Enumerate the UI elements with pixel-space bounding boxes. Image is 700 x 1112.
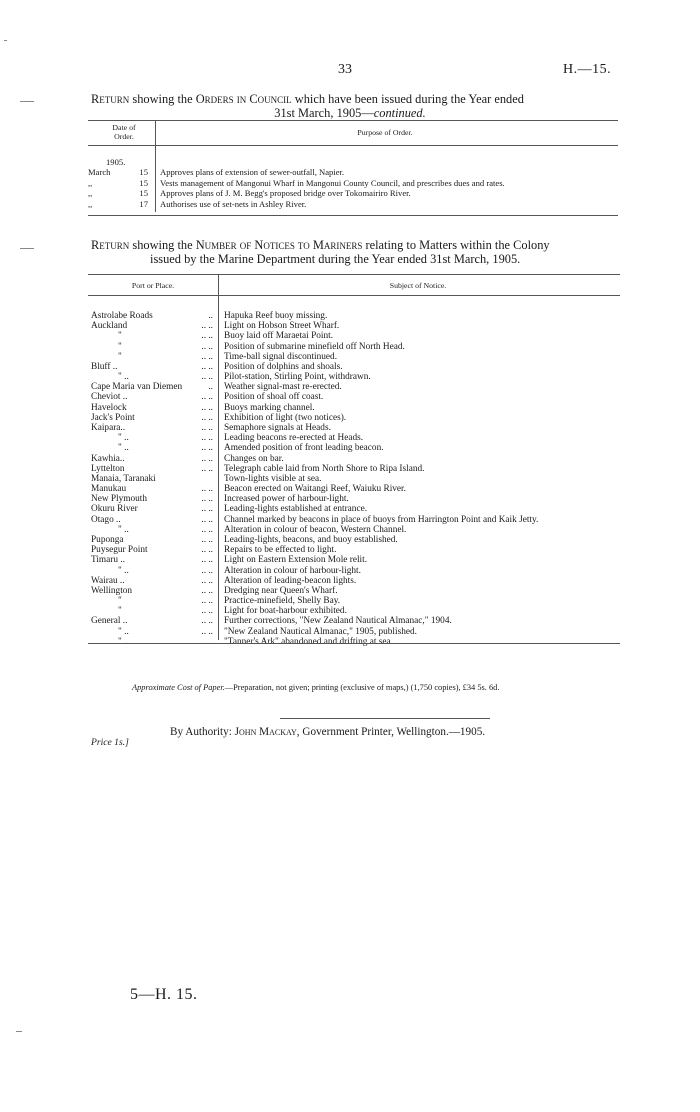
column-header-subject: Subject of Notice. — [389, 281, 447, 290]
order-purpose: Approves plans of extension of sewer-outfall, Napier. — [160, 167, 345, 177]
notice-port: Puysegur Point — [91, 545, 148, 556]
order-month: ,, — [88, 188, 93, 198]
table-rule — [88, 145, 618, 146]
notice-port: Wellington — [91, 585, 133, 596]
notice-port: " .. — [118, 636, 129, 647]
order-day: 15 — [139, 167, 148, 177]
notice-subject: Repairs to be effected to light. — [224, 545, 337, 556]
margin-speck — [4, 40, 7, 41]
notice-port: " .. — [118, 433, 129, 444]
leader-dots: .. .. — [201, 494, 213, 505]
leader-dots: .. .. — [201, 616, 213, 627]
price-note: Price 1s.] — [91, 737, 129, 748]
order-month: March — [88, 167, 111, 177]
order-month: ,, — [88, 198, 93, 209]
table-rule — [88, 643, 620, 644]
order-month: ,, — [88, 177, 93, 188]
notice-port: New Plymouth — [91, 494, 148, 505]
leader-dots: .. .. — [201, 341, 213, 352]
margin-speck — [20, 101, 34, 102]
leader-dots: .. .. — [201, 484, 213, 495]
leader-dots: .. .. — [201, 636, 213, 647]
notice-port: Cape Maria van Diemen — [91, 382, 183, 393]
signature-mark: 5—H. 15. — [130, 986, 198, 1003]
notice-subject: Position of submarine minefield off North Head. — [224, 341, 405, 352]
leader-dots: .. .. — [201, 555, 213, 566]
notice-port: " — [118, 341, 122, 352]
notice-subject: Light for boat-harbour exhibited. — [224, 606, 347, 617]
leader-dots: .. .. — [201, 453, 213, 464]
leader-dots: .. .. — [201, 626, 213, 637]
leader-dots: .. .. — [201, 351, 213, 362]
leader-dots: .. .. — [201, 585, 213, 596]
notice-subject: Time-ball signal discontinued. — [224, 351, 338, 362]
authority-line: By Authority: John Mackay, Government Printer, Wellington.—1905. — [170, 726, 486, 738]
order-day: 17 — [139, 198, 148, 209]
leader-dots: .. .. — [201, 422, 213, 433]
notice-subject: Increased power of harbour-light. — [224, 494, 349, 505]
leader-dots: .. .. — [201, 534, 213, 545]
notice-port: Okuru River — [91, 504, 138, 515]
notice-subject: Alteration in colour of beacon, Western Channel. — [224, 524, 407, 535]
authority-rule — [280, 718, 490, 719]
notice-port: " — [118, 606, 122, 617]
notice-subject: "Tanner's Ark" abandoned and drifting at sea. — [224, 636, 393, 647]
notice-subject: Position of dolphins and shoals. — [224, 361, 343, 372]
margin-speck — [20, 248, 34, 249]
notice-subject: Town-lights visible at sea. — [224, 473, 322, 484]
notice-subject: Light on Hobson Street Wharf. — [224, 321, 340, 332]
notice-subject: Dredging near Queen's Wharf. — [224, 585, 338, 596]
notice-subject: Pilot-station, Stirling Point, withdrawn. — [224, 372, 371, 383]
notice-subject: Leading-lights, beacons, and buoy established. — [224, 534, 398, 545]
column-divider — [218, 275, 219, 640]
notice-subject: Amended position of front leading beacon. — [224, 443, 384, 454]
notice-port: Cheviot .. — [91, 392, 128, 403]
leader-dots: .. .. — [201, 575, 213, 586]
notice-port: Havelock — [91, 402, 127, 413]
leader-dots: .. .. — [201, 545, 213, 556]
order-purpose: Approves plans of J. M. Begg's proposed bridge over Tokomairiro River. — [160, 188, 411, 198]
notice-subject: Beacon erected on Waitangi Reef, Waiuku River. — [224, 484, 406, 495]
leader-dots: .. .. — [201, 524, 213, 535]
order-day: 15 — [139, 177, 148, 188]
notice-port: Manaia, Taranaki — [91, 473, 156, 484]
column-header-date: Date of Order. — [112, 123, 136, 141]
notice-port: Astrolabe Roads — [91, 311, 153, 321]
notice-subject: Telegraph cable laid from North Shore to Ripa Island. — [224, 463, 425, 474]
notice-port: Manukau — [91, 484, 127, 495]
notice-port: Lyttelton — [91, 463, 125, 474]
notice-port: General .. — [91, 616, 128, 627]
notice-subject: Buoys marking channel. — [224, 402, 315, 413]
notice-subject: Semaphore signals at Heads. — [224, 422, 331, 433]
leader-dots: .. .. — [201, 606, 213, 617]
notice-subject: Practice-minefield, Shelly Bay. — [224, 596, 341, 607]
leader-dots: .. .. — [201, 412, 213, 423]
leader-dots: .. .. — [201, 321, 213, 332]
table-rule — [88, 295, 620, 296]
leader-dots: .. .. — [201, 402, 213, 413]
margin-speck — [16, 1031, 22, 1032]
notice-subject: "New Zealand Nautical Almanac," 1905, published. — [224, 626, 417, 637]
notice-subject: Position of shoal off coast. — [224, 392, 324, 403]
leader-dots: .. .. — [201, 372, 213, 383]
notice-subject: Leading-lights established at entrance. — [224, 504, 368, 515]
table-rule — [88, 120, 618, 121]
notice-subject: Buoy laid off Maraetai Point. — [224, 331, 334, 342]
return1-title-line1: Return showing the Orders in Council which have been issued during the Year ended — [91, 92, 524, 106]
notice-port: Wairau .. — [91, 575, 125, 586]
table-rule — [88, 215, 618, 216]
leader-dots: .. .. — [201, 392, 213, 403]
notice-subject: Changes on bar. — [224, 453, 284, 464]
notice-port: " .. — [118, 443, 129, 454]
leader-dots: .. .. — [201, 331, 213, 342]
return2-title-line1: Return showing the Number of Notices to Mariners relating to Matters within the Colony — [91, 238, 550, 252]
order-purpose: Authorises use of set-nets in Ashley River. — [160, 198, 307, 209]
notice-port: Bluff .. — [91, 361, 118, 372]
notice-subject: Channel marked by beacons in place of buoys from Harrington Point and Kaik Jetty. — [224, 514, 539, 525]
notice-subject: Further corrections, "New Zealand Nautical Almanac," 1904. — [224, 616, 452, 627]
notice-subject: Weather signal-mast re-erected. — [224, 382, 342, 393]
notice-port: " .. — [118, 565, 129, 576]
notice-subject: Alteration in colour of harbour-light. — [224, 565, 361, 576]
leader-dots: .. .. — [201, 504, 213, 515]
table-rule — [88, 274, 620, 275]
cost-note: Approximate Cost of Paper.—Preparation, not given; printing (exclusive of maps,) (1,750 copies), £34 5s. 6d. — [132, 683, 500, 692]
year-label: 1905. — [106, 157, 126, 167]
notice-port: " — [118, 596, 122, 607]
leader-dots: .. — [208, 382, 213, 393]
notice-port: Timaru .. — [91, 555, 126, 566]
notice-port: " .. — [118, 372, 129, 383]
leader-dots: .. .. — [201, 565, 213, 576]
page-number: 33 — [338, 62, 352, 77]
notice-port: Jack's Point — [91, 412, 135, 423]
order-purpose: Vests management of Mangonui Wharf in Mangonui County Council, and prescribes dues and rates. — [160, 177, 505, 188]
notice-port: " — [118, 331, 122, 342]
order-day: 15 — [139, 188, 148, 198]
notice-port: Kaipara.. — [91, 422, 126, 433]
notice-subject: Alteration of leading-beacon lights. — [224, 575, 357, 586]
leader-dots: .. .. — [201, 514, 213, 525]
column-header-purpose: Purpose of Order. — [357, 128, 413, 137]
notice-subject: Leading beacons re-erected at Heads. — [224, 433, 364, 444]
leader-dots: .. .. — [201, 361, 213, 372]
leader-dots: .. .. — [201, 433, 213, 444]
document-reference: H.—15. — [563, 62, 612, 77]
notice-port: " .. — [118, 524, 129, 535]
column-header-port: Port or Place. — [131, 281, 175, 290]
notice-port: Auckland — [91, 321, 128, 332]
notice-subject: Hapuka Reef buoy missing. — [224, 311, 328, 321]
return1-title-line2: 31st March, 1905—continued. — [274, 106, 426, 120]
leader-dots: .. .. — [201, 596, 213, 607]
notice-port: " — [118, 351, 122, 362]
notice-subject: Exhibition of light (two notices). — [224, 412, 347, 423]
return2-title-line2: issued by the Marine Department during the Year ended 31st March, 1905. — [150, 252, 521, 266]
notice-port: Puponga — [91, 534, 124, 545]
notice-port: " .. — [118, 626, 129, 637]
notice-subject: Light on Eastern Extension Mole relit. — [224, 555, 368, 566]
notice-port: Kawhia.. — [91, 453, 125, 464]
leader-dots: .. .. — [201, 463, 213, 474]
leader-dots: .. — [208, 311, 213, 321]
leader-dots: .. .. — [201, 443, 213, 454]
notice-port: Otago .. — [91, 514, 121, 525]
